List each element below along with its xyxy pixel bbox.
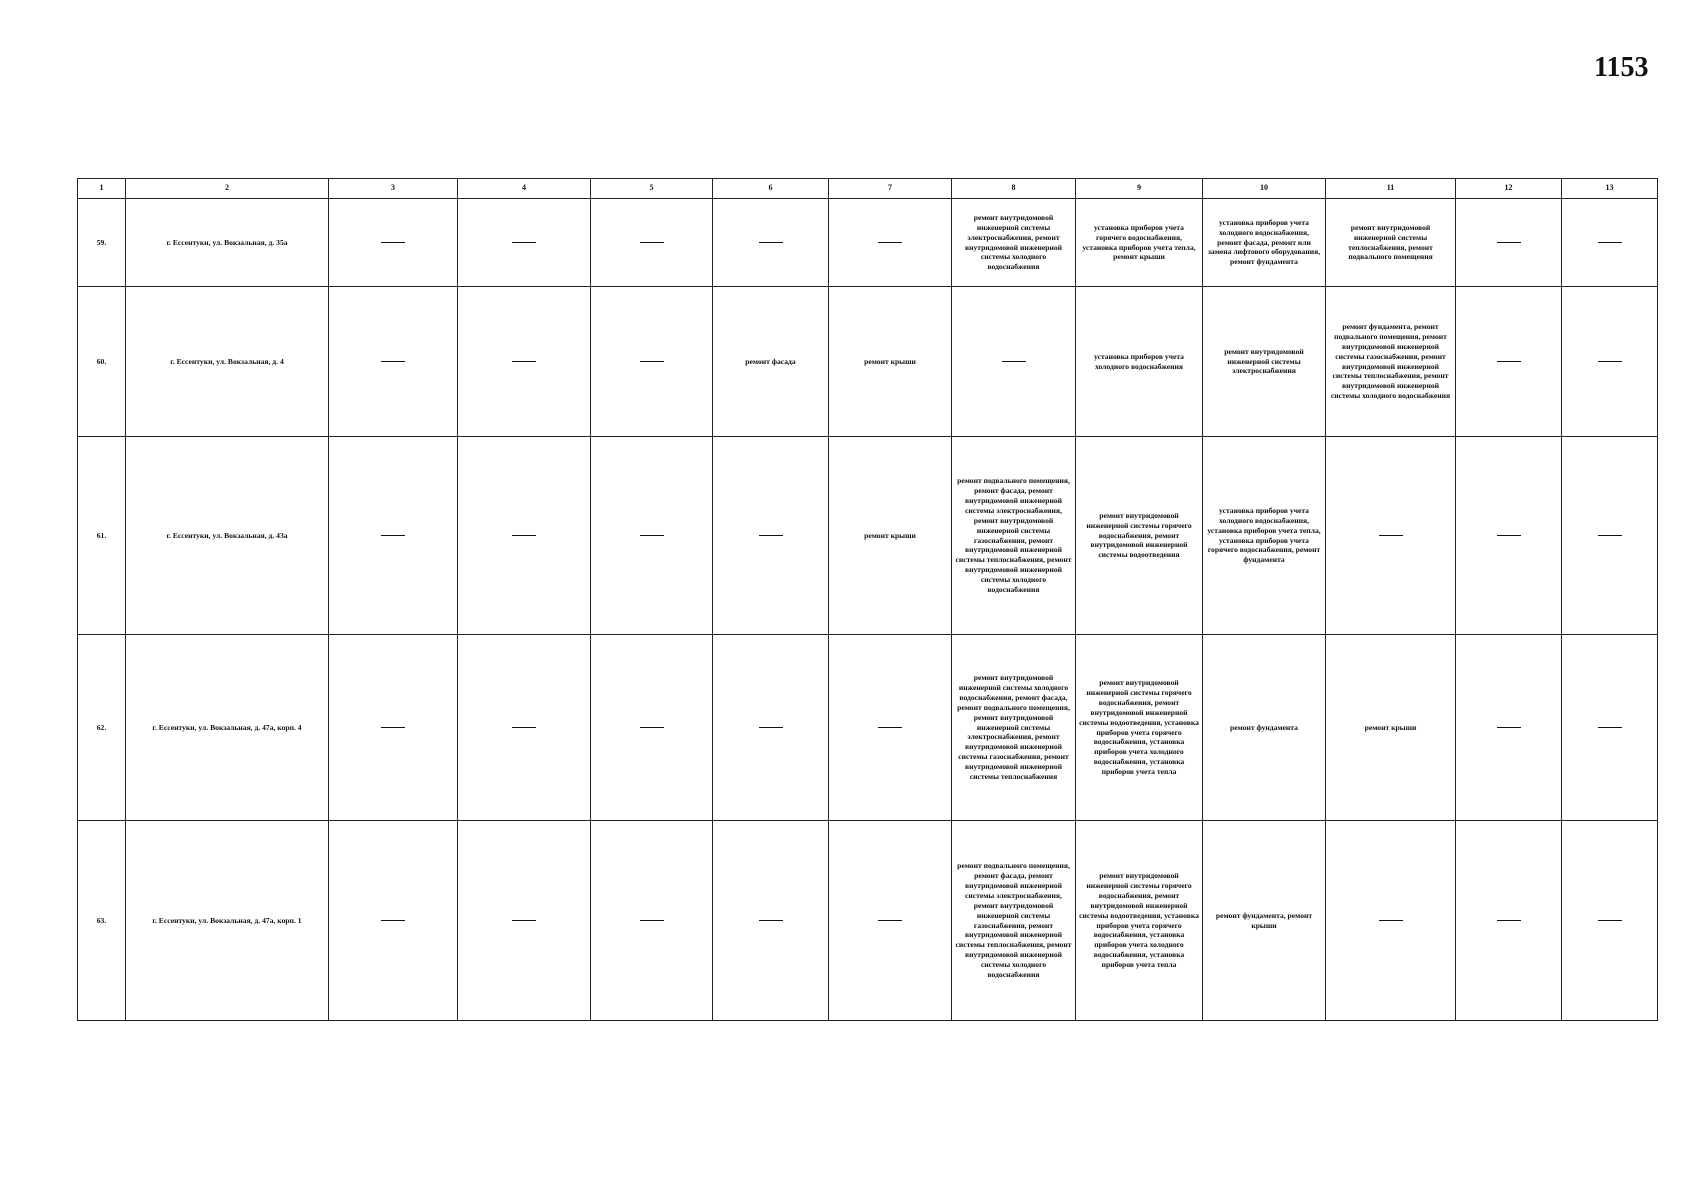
dash-mark xyxy=(878,727,902,728)
dash-mark xyxy=(512,242,536,243)
work-text: установка приборов учета холодного водоснабжения xyxy=(1094,351,1184,371)
cell-col-3 xyxy=(329,635,458,821)
cell-col-12 xyxy=(1456,821,1562,1021)
work-text: ремонт крыши xyxy=(1364,722,1417,732)
dash-mark xyxy=(1497,361,1521,362)
cell-col-2 xyxy=(126,437,329,635)
cell-col-5 xyxy=(591,821,713,1021)
cell-col-8 xyxy=(952,821,1076,1021)
cell-col-5 xyxy=(591,199,713,287)
cell-col-2 xyxy=(126,635,329,821)
page-number: 1153 xyxy=(1594,52,1649,83)
dash-mark xyxy=(1002,361,1026,362)
cell-col-13 xyxy=(1562,199,1658,287)
header-row xyxy=(78,179,1658,199)
cell-col-13 xyxy=(1562,821,1658,1021)
dash-mark xyxy=(759,242,783,243)
cell-col-4 xyxy=(458,437,591,635)
work-text: ремонт фундамента, ремонт крыши xyxy=(1215,910,1313,930)
col-header-5: 5 xyxy=(591,179,713,199)
cell-col-9 xyxy=(1076,437,1203,635)
work-text: ремонт внутридомовой инженерной системы электроснабжения, ремонт внутридомовой инженерной системы холодного водоснабжения xyxy=(964,212,1063,272)
address-text: г. Ессентуки, ул. Вокзальная, д. 43а xyxy=(166,530,288,540)
cell-col-8 xyxy=(952,199,1076,287)
cell-col-13 xyxy=(1562,437,1658,635)
cell-col-11 xyxy=(1326,199,1456,287)
dash-mark xyxy=(512,361,536,362)
cell-col-10 xyxy=(1203,821,1326,1021)
cell-col-11 xyxy=(1326,287,1456,437)
cell-col-13 xyxy=(1562,635,1658,821)
dash-mark xyxy=(512,727,536,728)
table-row xyxy=(78,821,1658,1021)
work-text: ремонт крыши xyxy=(864,356,916,366)
cell-col-12 xyxy=(1456,287,1562,437)
cell-col-2 xyxy=(126,287,329,437)
row-number: 62. xyxy=(96,722,107,732)
row-number: 61. xyxy=(96,530,107,540)
cell-col-3 xyxy=(329,199,458,287)
dash-mark xyxy=(1379,920,1403,921)
dash-mark xyxy=(759,535,783,536)
col-header-8: 8 xyxy=(952,179,1076,199)
work-text: установка приборов учета горячего водоснабжения, установка приборов учета тепла, ремонт крыши xyxy=(1082,222,1196,262)
cell-col-7 xyxy=(829,635,952,821)
cell-col-4 xyxy=(458,821,591,1021)
dash-mark xyxy=(1379,535,1403,536)
col-header-13: 13 xyxy=(1562,179,1658,199)
dash-mark xyxy=(512,920,536,921)
work-text: ремонт внутридомовой инженерной системы холодного водоснабжения, ремонт фасада, ремонт подвального помещения, ремонт внутридомовой инженерной системы электроснабжения, ремонт внутридомовой инженерной системы газоснабжения, ремонт внутридомовой инженерной системы теплоснабжения xyxy=(957,673,1070,781)
dash-mark xyxy=(759,920,783,921)
cell-col-6 xyxy=(713,821,829,1021)
dash-mark xyxy=(1497,920,1521,921)
dash-mark xyxy=(1497,242,1521,243)
dash-mark xyxy=(381,920,405,921)
cell-col-9 xyxy=(1076,199,1203,287)
cell-col-1 xyxy=(78,821,126,1021)
col-header-1: 1 xyxy=(78,179,126,199)
cell-col-13 xyxy=(1562,287,1658,437)
cell-col-10 xyxy=(1203,199,1326,287)
address-text: г. Ессентуки, ул. Вокзальная, д. 47а, корп. 1 xyxy=(152,915,302,925)
col-header-11: 11 xyxy=(1326,179,1456,199)
row-number: 60. xyxy=(96,356,107,366)
cell-col-6 xyxy=(713,287,829,437)
dash-mark xyxy=(1598,727,1622,728)
cell-col-11 xyxy=(1326,821,1456,1021)
cell-col-2 xyxy=(126,199,329,287)
col-header-4: 4 xyxy=(458,179,591,199)
work-text: ремонт внутридомовой инженерной системы горячего водоснабжения, ремонт внутридомовой инженерной системы водоотведения, установка приборов учета горячего водоснабжения, установка приборов учета холодного водоснабжения, установка приборов учета тепла xyxy=(1079,678,1199,776)
cell-col-6 xyxy=(713,437,829,635)
cell-col-1 xyxy=(78,437,126,635)
work-text: ремонт подвального помещения, ремонт фасада, ремонт внутридомовой инженерной системы электроснабжения, ремонт внутридомовой инженерной системы газоснабжения, ремонт внутридомовой инженерной системы теплоснабжения, ремонт внутридомовой инженерной системы холодного водоснабжения xyxy=(955,861,1072,979)
cell-col-12 xyxy=(1456,437,1562,635)
address-text: г. Ессентуки, ул. Вокзальная, д. 4 xyxy=(170,356,284,366)
dash-mark xyxy=(1598,242,1622,243)
work-text: установка приборов учета холодного водоснабжения, установка приборов учета тепла, установка приборов учета горячего водоснабжения, ремонт фундамента xyxy=(1207,505,1321,565)
dash-mark xyxy=(381,361,405,362)
cell-col-10 xyxy=(1203,437,1326,635)
col-header-3: 3 xyxy=(329,179,458,199)
dash-mark xyxy=(1598,920,1622,921)
work-text: ремонт подвального помещения, ремонт фасада, ремонт внутридомовой инженерной системы электроснабжения, ремонт внутридомовой инженерной системы газоснабжения, ремонт внутридомовой инженерной системы теплоснабжения, ремонт внутридомовой инженерной системы холодного водоснабжения xyxy=(955,476,1072,594)
cell-col-6 xyxy=(713,199,829,287)
dash-mark xyxy=(759,727,783,728)
cell-col-8 xyxy=(952,635,1076,821)
dash-mark xyxy=(640,727,664,728)
cell-col-12 xyxy=(1456,635,1562,821)
cell-col-12 xyxy=(1456,199,1562,287)
table-row xyxy=(78,287,1658,437)
cell-col-9 xyxy=(1076,287,1203,437)
cell-col-2 xyxy=(126,821,329,1021)
col-header-2: 2 xyxy=(126,179,329,199)
cell-col-11 xyxy=(1326,437,1456,635)
cell-col-7 xyxy=(829,821,952,1021)
work-text: ремонт внутридомовой инженерной системы электроснабжения xyxy=(1224,346,1304,376)
cell-col-8 xyxy=(952,287,1076,437)
col-header-10: 10 xyxy=(1203,179,1326,199)
row-number: 63. xyxy=(96,915,107,925)
dash-mark xyxy=(381,242,405,243)
cell-col-3 xyxy=(329,287,458,437)
cell-col-4 xyxy=(458,287,591,437)
table-row xyxy=(78,199,1658,287)
table-row xyxy=(78,437,1658,635)
cell-col-5 xyxy=(591,437,713,635)
address-text: г. Ессентуки, ул. Вокзальная, д. 47а, корп. 4 xyxy=(152,722,302,732)
cell-col-11 xyxy=(1326,635,1456,821)
col-header-12: 12 xyxy=(1456,179,1562,199)
cell-col-1 xyxy=(78,199,126,287)
address-text: г. Ессентуки, ул. Вокзальная, д. 35а xyxy=(166,237,288,247)
cell-col-4 xyxy=(458,635,591,821)
cell-col-7 xyxy=(829,287,952,437)
cell-col-7 xyxy=(829,437,952,635)
cell-col-9 xyxy=(1076,821,1203,1021)
cell-col-4 xyxy=(458,199,591,287)
cell-col-5 xyxy=(591,287,713,437)
dash-mark xyxy=(640,242,664,243)
work-text: ремонт фундамента xyxy=(1230,722,1298,732)
col-header-9: 9 xyxy=(1076,179,1203,199)
repair-plan-table xyxy=(77,178,1658,1021)
work-text: ремонт крыши xyxy=(864,530,916,540)
cell-col-9 xyxy=(1076,635,1203,821)
col-header-6: 6 xyxy=(713,179,829,199)
dash-mark xyxy=(1598,361,1622,362)
cell-col-3 xyxy=(329,437,458,635)
dash-mark xyxy=(1497,727,1521,728)
row-number: 59. xyxy=(96,237,107,247)
dash-mark xyxy=(878,920,902,921)
dash-mark xyxy=(1598,535,1622,536)
cell-col-10 xyxy=(1203,287,1326,437)
cell-col-5 xyxy=(591,635,713,821)
dash-mark xyxy=(512,535,536,536)
cell-col-1 xyxy=(78,287,126,437)
work-text: ремонт внутридомовой инженерной системы горячего водоснабжения, ремонт внутридомовой инженерной системы водоотведения, установка приборов учета горячего водоснабжения, установка приборов учета холодного водоснабжения, установка приборов учета тепла xyxy=(1079,871,1199,969)
cell-col-10 xyxy=(1203,635,1326,821)
dash-mark xyxy=(878,242,902,243)
work-text: ремонт внутридомовой инженерной системы теплоснабжения, ремонт подвального помещения xyxy=(1348,222,1433,262)
dash-mark xyxy=(1497,535,1521,536)
table-row xyxy=(78,635,1658,821)
dash-mark xyxy=(640,361,664,362)
dash-mark xyxy=(640,920,664,921)
col-header-7: 7 xyxy=(829,179,952,199)
dash-mark xyxy=(640,535,664,536)
work-text: ремонт фасада xyxy=(745,356,796,366)
cell-col-6 xyxy=(713,635,829,821)
cell-col-1 xyxy=(78,635,126,821)
cell-col-3 xyxy=(329,821,458,1021)
cell-col-8 xyxy=(952,437,1076,635)
work-text: установка приборов учета холодного водоснабжения, ремонт фасада, ремонт или замена лифтового оборудования, ремонт фундамента xyxy=(1207,217,1321,267)
cell-col-7 xyxy=(829,199,952,287)
work-text: ремонт фундамента, ремонт подвального помещения, ремонт внутридомовой инженерной системы газоснабжения, ремонт внутридомовой инженерной системы теплоснабжения, ремонт внутридомовой инженерной системы холодного водоснабжения xyxy=(1330,322,1451,401)
dash-mark xyxy=(381,727,405,728)
work-text: ремонт внутридомовой инженерной системы горячего водоснабжения, ремонт внутридомовой инженерной системы водоотведения xyxy=(1086,510,1192,560)
dash-mark xyxy=(381,535,405,536)
